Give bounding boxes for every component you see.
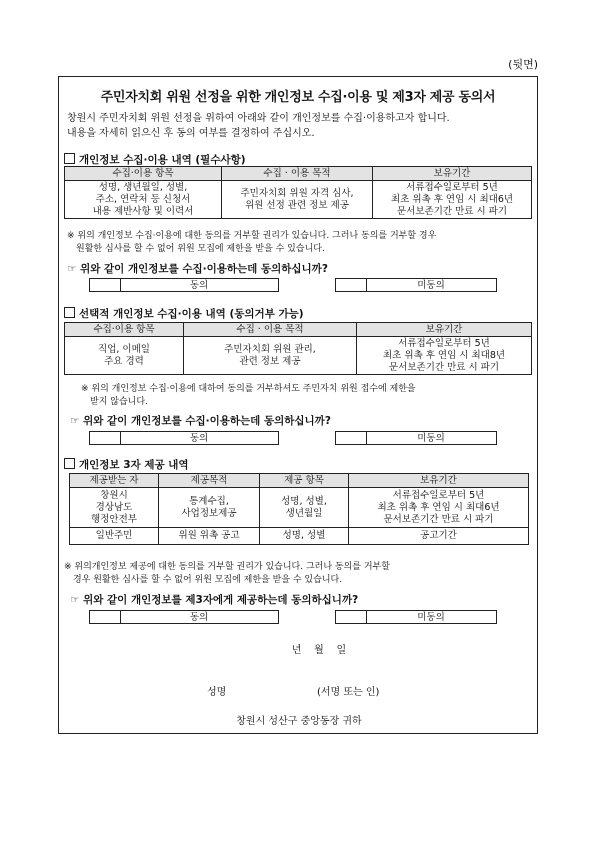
table-cell: 성명, 성별 bbox=[260, 528, 349, 545]
section2-agree-option[interactable] bbox=[89, 431, 279, 445]
table-header: 수집·이용 항목 bbox=[65, 323, 184, 337]
disagree-label: 미동의 bbox=[417, 433, 445, 444]
table-cell: 직업, 이메일 주요 경력 bbox=[65, 337, 184, 375]
disagree-label: 미동의 bbox=[417, 280, 445, 291]
agree-checkbox[interactable] bbox=[90, 432, 121, 444]
table-header: 보유기간 bbox=[349, 474, 529, 488]
date-line: 년 월 일 bbox=[291, 645, 347, 656]
table-cell: 성명, 성별, 생년월일 bbox=[260, 488, 349, 528]
section2-disagree-option[interactable] bbox=[335, 431, 497, 445]
checkbox-square-icon bbox=[64, 153, 75, 164]
section1-table bbox=[64, 166, 532, 219]
table-header: 보유기간 bbox=[373, 167, 532, 181]
table-header: 보유기간 bbox=[357, 323, 532, 337]
section1-disagree-option[interactable] bbox=[335, 278, 497, 292]
signature-hint: (서명 또는 인) bbox=[317, 687, 380, 698]
agree-label: 동의 bbox=[189, 612, 209, 623]
agree-label: 동의 bbox=[189, 433, 209, 444]
table-cell: 주민자치회 위원 관리, 관련 정보 제공 bbox=[184, 337, 357, 375]
section1-question: ☞ 위와 같이 개인정보를 수집·이용하는데 동의하십니까? bbox=[67, 263, 328, 275]
table-cell: 성명, 생년월일, 성별, 주소, 연락처 등 신청서 내용 제반사항 및 이력서 bbox=[65, 181, 222, 219]
table-header: 제공 항목 bbox=[260, 474, 349, 488]
section3-question: ☞ 위와 같이 개인정보를 제3자에게 제공하는데 동의하십니까? bbox=[70, 594, 359, 606]
consent-form bbox=[58, 76, 538, 734]
table-cell: 창원시 경상남도 행정안전부 bbox=[70, 488, 159, 528]
table-cell: 서류접수일로부터 5년 최초 위촉 후 연임 시 최대6년 문서보존기간 만료 시 파기 bbox=[349, 488, 529, 528]
checkbox-square-icon bbox=[64, 307, 75, 318]
disagree-checkbox[interactable] bbox=[336, 611, 367, 623]
recipient-line: 창원시 성산구 중앙동장 귀하 bbox=[236, 716, 362, 727]
table-cell: 주민자치회 위원 자격 심사, 위원 선정 관련 정보 제공 bbox=[222, 181, 373, 219]
page-side-label: (뒷면) bbox=[508, 58, 538, 71]
section3-note: ※ 위의개인정보 제공에 대한 동의를 거부할 권리가 있습니다. 그러나 동의를 거부할 경우 원활한 심사를 할 수 없어 위원 모집에 제한을 받을 수 있습니다. bbox=[64, 562, 390, 585]
section3-title: 개인정보 3자 제공 내역 bbox=[64, 457, 189, 472]
table-cell: 통계수집, 사업정보제공 bbox=[159, 488, 260, 528]
agree-checkbox[interactable] bbox=[90, 279, 121, 291]
disagree-label: 미동의 bbox=[417, 612, 445, 623]
agree-checkbox[interactable] bbox=[90, 611, 121, 623]
disagree-checkbox[interactable] bbox=[336, 432, 367, 444]
table-header: 수집·이용 항목 bbox=[65, 167, 222, 181]
agree-label: 동의 bbox=[189, 280, 209, 291]
section1-note: ※ 위의 개인정보 수집·이용에 대한 동의를 거부할 권리가 있습니다. 그러나 동의를 거부할 경우 원활한 심사를 할 수 없어 위원 모집에 제한을 받을 수 있습니다. bbox=[67, 231, 437, 254]
intro-line: 창원시 주민자치회 위원 선정을 위하여 아래와 같이 개인정보를 수집·이용하고자 합니다. bbox=[67, 113, 450, 124]
table-cell: 서류접수일로부터 5년 최초 위촉 후 연임 시 최대8년 문서보존기간 만료 시 파기 bbox=[357, 337, 532, 375]
table-cell: 일반주민 bbox=[70, 528, 159, 545]
table-header: 제공받는 자 bbox=[70, 474, 159, 488]
section2-title: 선택적 개인정보 수집·이용 내역 (동의거부 가능) bbox=[64, 306, 304, 321]
intro-line: 내용을 자세히 읽으신 후 동의 여부를 결정하여 주십시오. bbox=[67, 128, 315, 139]
table-header: 수집 · 이용 목적 bbox=[184, 323, 357, 337]
table-cell: 위원 위촉 공고 bbox=[159, 528, 260, 545]
intro-text bbox=[67, 111, 531, 141]
section1-title: 개인정보 수집·이용 내역 (필수사항) bbox=[64, 152, 246, 167]
table-header: 제공목적 bbox=[159, 474, 260, 488]
section1-agree-option[interactable] bbox=[89, 278, 279, 292]
section2-table bbox=[64, 322, 532, 375]
section3-agree-option[interactable] bbox=[89, 610, 279, 624]
section3-table bbox=[69, 473, 529, 545]
checkbox-square-icon bbox=[64, 458, 75, 469]
section3-disagree-option[interactable] bbox=[335, 610, 497, 624]
section2-note: ※ 위의 개인정보 수집·이용에 대하여 동의를 거부하셔도 주민자치 위원 접수에 제한을 받지 않습니다. bbox=[81, 384, 416, 407]
table-header: 수집 · 이용 목적 bbox=[222, 167, 373, 181]
table-cell: 공고기간 bbox=[349, 528, 529, 545]
name-label: 성명 bbox=[207, 687, 227, 698]
table-cell: 서류접수일로부터 5년 최초 위촉 후 연임 시 최대6년 문서보존기간 만료 시 파기 bbox=[373, 181, 532, 219]
disagree-checkbox[interactable] bbox=[336, 279, 367, 291]
form-title: 주민자치회 위원 선정을 위한 개인정보 수집·이용 및 제3자 제공 동의서 bbox=[100, 90, 496, 105]
section2-question: ☞ 위와 같이 개인정보를 수집·이용하는데 동의하십니까? bbox=[70, 415, 331, 427]
